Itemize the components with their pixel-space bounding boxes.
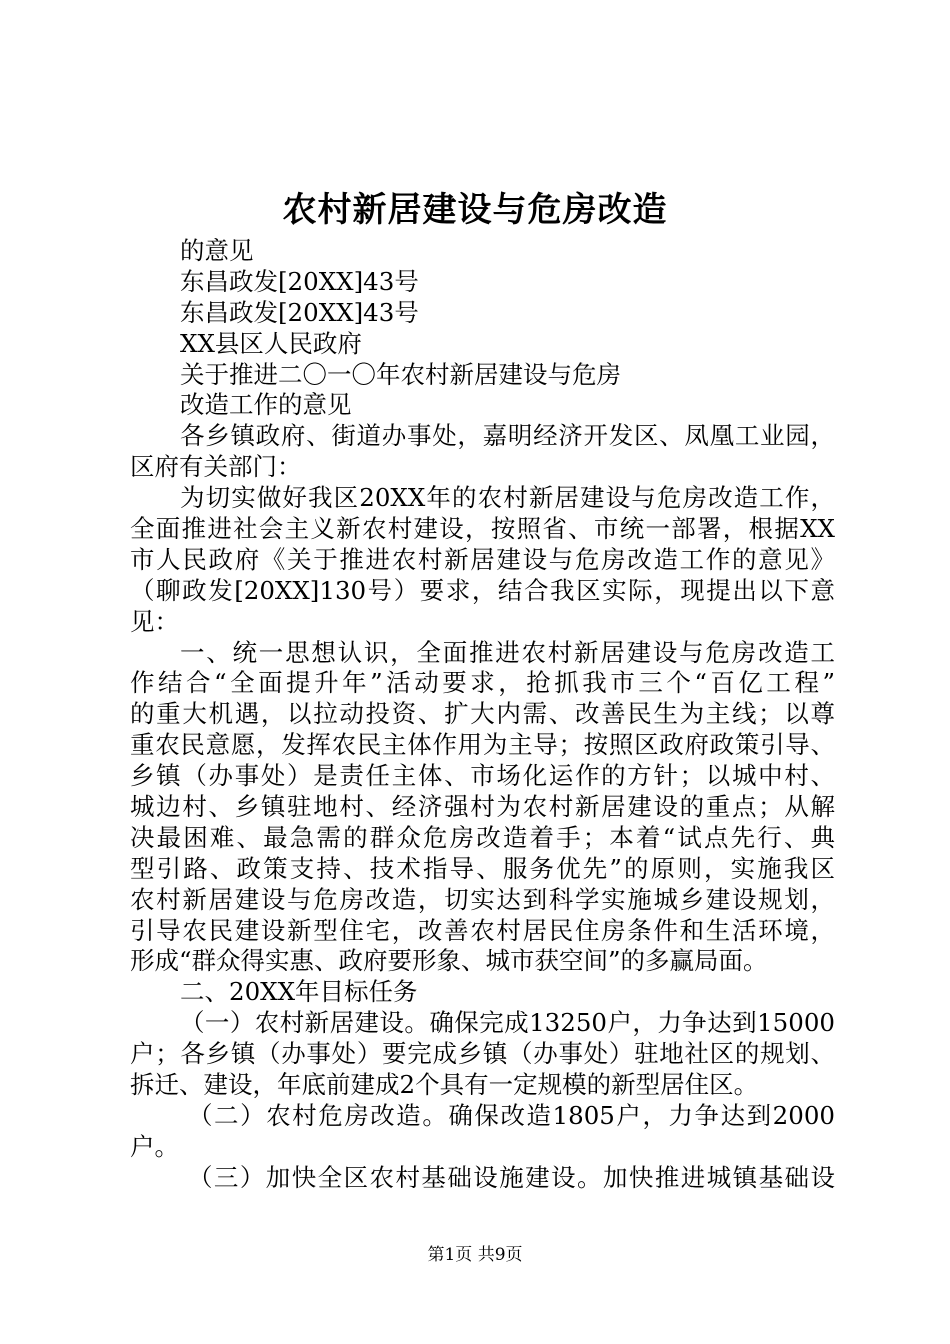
page-footer: 第1页 共9页 bbox=[427, 1245, 523, 1265]
body-line: 决最困难、最急需的群众危房改造着手；本着“试点先行、典 bbox=[130, 822, 835, 852]
body-line: 东昌政发[20XX]43号 bbox=[180, 297, 419, 327]
body-line: 关于推进二〇一〇年农村新居建设与危房 bbox=[180, 359, 621, 389]
body-line: 乡镇（办事处）是责任主体、市场化运作的方针；以城中村、 bbox=[130, 761, 835, 791]
body-line: （一）农村新居建设。确保完成13250户，力争达到15000 bbox=[180, 1008, 835, 1038]
body-line: 作结合“全面提升年”活动要求，抢抓我市三个“百亿工程” bbox=[130, 668, 835, 698]
body-line: 各乡镇政府、街道办事处，嘉明经济开发区、凤凰工业园， bbox=[180, 421, 835, 451]
body-line: 农村新居建设与危房改造，切实达到科学实施城乡建设规划， bbox=[130, 884, 835, 914]
body-line: 户。 bbox=[130, 1131, 179, 1161]
body-line: 的重大机遇，以拉动投资、扩大内需、改善民生为主线；以尊 bbox=[130, 699, 835, 729]
body-line: 城边村、乡镇驻地村、经济强村为农村新居建设的重点；从解 bbox=[130, 792, 835, 822]
body-line: 拆迁、建设，年底前建成2个具有一定规模的新型居住区。 bbox=[130, 1070, 759, 1100]
body-line: 市人民政府《关于推进农村新居建设与危房改造工作的意见》 bbox=[130, 544, 835, 574]
body-line: 见： bbox=[130, 606, 179, 636]
body-line: 的意见 bbox=[180, 236, 254, 265]
body-line: 为切实做好我区20XX年的农村新居建设与危房改造工作， bbox=[180, 483, 835, 513]
body-line: （聊政发[20XX]130号）要求，结合我区实际，现提出以下意 bbox=[130, 575, 835, 605]
document-title: 农村新居建设与危房改造 bbox=[282, 190, 668, 230]
body-line: 二、20XX年目标任务 bbox=[180, 977, 418, 1007]
body-line: （三）加快全区农村基础设施建设。加快推进城镇基础设 bbox=[188, 1162, 835, 1192]
body-line: 引导农民建设新型住宅，改善农村居民住房条件和生活环境， bbox=[130, 915, 835, 945]
body-line: 一、统一思想认识，全面推进农村新居建设与危房改造工 bbox=[180, 637, 835, 667]
body-line: 型引路、政策支持、技术指导、服务优先”的原则，实施我区 bbox=[130, 853, 835, 883]
body-line: 重农民意愿，发挥农民主体作用为主导；按照区政府政策引导、 bbox=[130, 730, 835, 760]
body-line: 区府有关部门： bbox=[130, 452, 302, 482]
body-line: 形成“群众得实惠、政府要形象、城市获空间”的多赢局面。 bbox=[130, 946, 768, 976]
body-line: （二）农村危房改造。确保改造1805户，力争达到2000 bbox=[188, 1100, 835, 1130]
body-line: 东昌政发[20XX]43号 bbox=[180, 266, 419, 296]
body-line: XX县区人民政府 bbox=[180, 328, 362, 358]
body-line: 全面推进社会主义新农村建设，按照省、市统一部署，根据XX bbox=[130, 514, 835, 544]
body-line: 改造工作的意见 bbox=[180, 390, 352, 420]
body-line: 户；各乡镇（办事处）要完成乡镇（办事处）驻地社区的规划、 bbox=[130, 1039, 835, 1069]
document-body bbox=[130, 236, 835, 1194]
